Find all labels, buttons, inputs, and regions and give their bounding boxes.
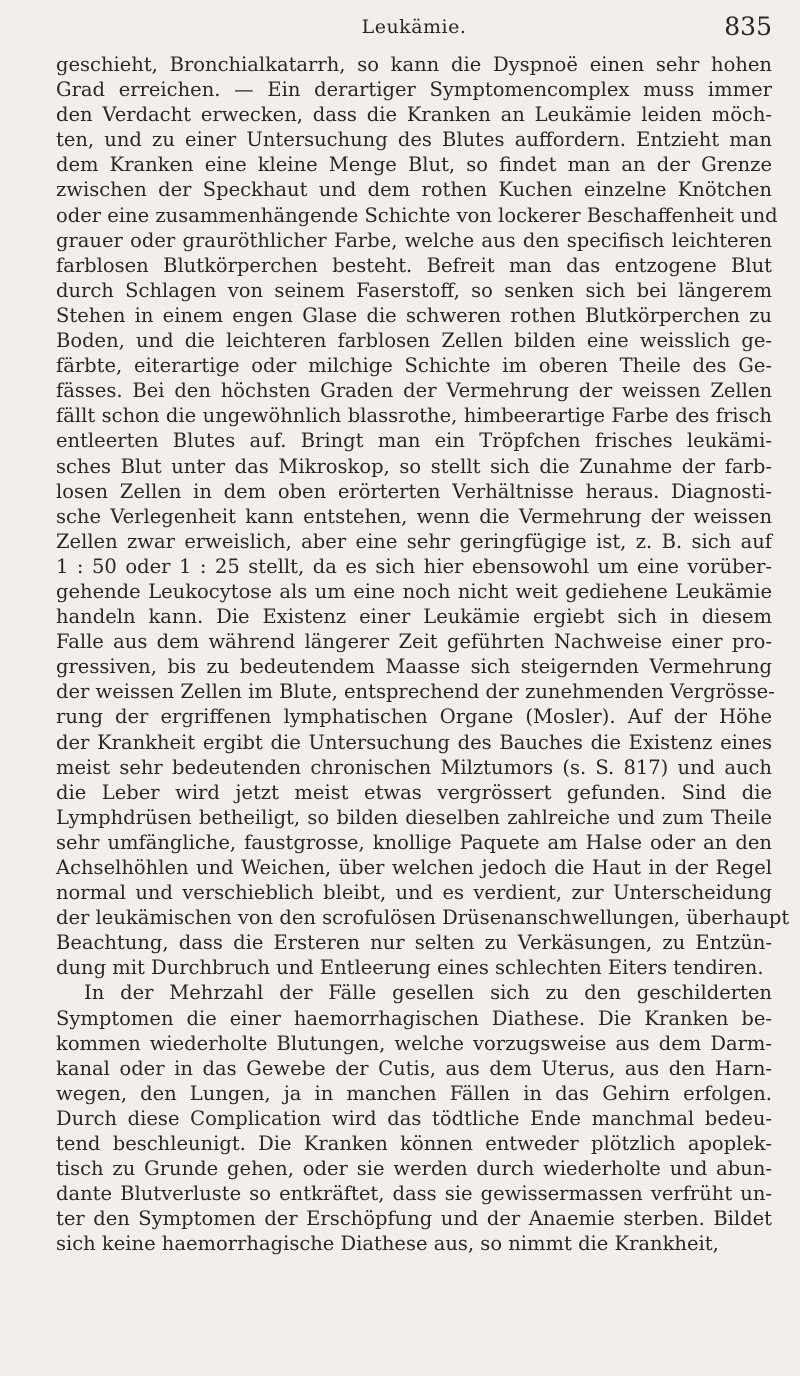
text-line: der leukämischen von den scrofulösen Drüsenanschwellungen, überhaupt — [56, 906, 790, 930]
text-line: sches Blut unter das Mikroskop, so stellt sich die Zunahme der farb- — [56, 454, 772, 478]
text-line: fällt schon die ungewöhnlich blassrothe, himbeerartige Farbe des frisch — [56, 404, 772, 428]
text-line: den Verdacht erwecken, dass die Kranken an Leukämie leiden möch- — [56, 103, 772, 127]
text-line: farblosen Blutkörperchen besteht. Befreit man das entzogene Blut — [56, 253, 772, 277]
text-line: durch Schlagen von seinem Faserstoff, so senken sich bei längerem — [56, 278, 772, 302]
text-line: In der Mehrzahl der Fälle gesellen sich zu den geschilderten — [84, 981, 772, 1005]
text-line: Symptomen die einer haemorrhagischen Diathese. Die Kranken be- — [56, 1006, 772, 1030]
text-line: oder eine zusammenhängende Schichte von lockerer Beschaffenheit und — [56, 203, 778, 227]
text-line: fässes. Bei den höchsten Graden der Vermehrung der weissen Zellen — [56, 379, 772, 403]
text-line: dem Kranken eine kleine Menge Blut, so findet man an der Grenze — [56, 153, 772, 177]
text-line: Boden, und die leichteren farblosen Zellen bilden eine weisslich ge- — [56, 329, 772, 353]
text-line: Beachtung, dass die Ersteren nur selten zu Verkäsungen, zu Entzün- — [56, 931, 772, 955]
text-line: sche Verlegenheit kann entstehen, wenn die Vermehrung der weissen — [56, 504, 772, 528]
text-line: losen Zellen in dem oben erörterten Verhältnisse heraus. Diagnosti- — [56, 479, 772, 503]
text-line: wegen, den Lungen, ja in manchen Fällen in das Gehirn erfolgen. — [56, 1081, 772, 1105]
page-header — [56, 12, 772, 42]
text-line: dung mit Durchbruch und Entleerung eines schlechten Eiters tendiren. — [56, 956, 764, 980]
text-line: der weissen Zellen im Blute, entsprechend der zunehmenden Vergrösse- — [56, 680, 775, 704]
text-line: Grad erreichen. — Ein derartiger Symptomencomplex muss immer — [56, 78, 772, 102]
text-line: Achselhöhlen und Weichen, über welchen jedoch die Haut in der Regel — [56, 856, 772, 879]
text-line: Durch diese Complication wird das tödtliche Ende manchmal bedeu- — [56, 1106, 772, 1130]
text-line: der Krankheit ergibt die Untersuchung des Bauches die Existenz eines — [56, 730, 772, 754]
text-line: Falle aus dem während längerer Zeit geführten Nachweise einer pro- — [56, 630, 772, 654]
text-line: sich keine haemorrhagische Diathese aus, so nimmt die Krankheit, — [56, 1232, 719, 1256]
text-line: gehende Leukocytose als um eine noch nicht weit gediehene Leukämie — [56, 579, 772, 603]
text-line: kanal oder in das Gewebe der Cutis, aus dem Uterus, aus den Harn- — [56, 1056, 772, 1080]
text-line: dante Blutverluste so entkräftet, dass sie gewissermassen verfrüht un- — [56, 1182, 772, 1206]
text-line: tend beschleunigt. Die Kranken können entweder plötzlich apoplek- — [56, 1132, 772, 1156]
text-line: gressiven, bis zu bedeutendem Maasse sich steigernden Vermehrung — [56, 655, 772, 679]
text-line: 1 : 50 oder 1 : 25 stellt, da es sich hier ebensowohl um eine vorüber- — [56, 554, 772, 578]
text-line: zwischen der Speckhaut und dem rothen Kuchen einzelne Knötchen — [56, 178, 772, 202]
text-line: färbte, eiterartige oder milchige Schichte im oberen Theile des Ge- — [56, 354, 772, 378]
text-line: normal und verschieblich bleibt, und es verdient, zur Unterscheidung — [56, 881, 772, 905]
text-line: Zellen zwar erweislich, aber eine sehr geringfügige ist, z. B. sich auf — [56, 529, 772, 553]
text-line: ten, und zu einer Untersuchung des Blutes auffordern. Entzieht man — [56, 128, 772, 152]
text-line: rung der ergriffenen lymphatischen Organe (Mosler). Auf der Höhe — [56, 705, 772, 729]
text-line: Lymphdrüsen betheiligt, so bilden dieselben zahlreiche und zum Theile — [56, 805, 772, 829]
text-line: die Leber wird jetzt meist etwas vergrössert gefunden. Sind die — [56, 780, 772, 804]
text-line: ter den Symptomen der Erschöpfung und der Anaemie sterben. Bildet — [56, 1207, 772, 1231]
text-line: kommen wiederholte Blutungen, welche vorzugsweise aus dem Darm- — [56, 1031, 772, 1055]
text-line: meist sehr bedeutenden chronischen Milztumors (s. S. 817) und auch — [56, 755, 772, 779]
text-line: tisch zu Grunde gehen, oder sie werden durch wiederholte und abun- — [56, 1157, 772, 1181]
text-line: sehr umfängliche, faustgrosse, knollige Paquete am Halse oder an den — [56, 830, 772, 854]
body-text — [56, 52, 790, 1257]
text-line: entleerten Blutes auf. Bringt man ein Tröpfchen frisches leukämi- — [56, 429, 772, 453]
text-line: handeln kann. Die Existenz einer Leukämie ergiebt sich in diesem — [56, 605, 772, 629]
page-number: 835 — [724, 12, 772, 41]
text-line: Stehen in einem engen Glase die schweren rothen Blutkörperchen zu — [56, 303, 772, 327]
text-line: geschieht, Bronchialkatarrh, so kann die Dyspnoë einen sehr hohen — [56, 53, 772, 76]
running-title: Leukämie. — [361, 16, 467, 38]
text-line: grauer oder grauröthlicher Farbe, welche aus den specifisch leichteren — [56, 228, 772, 252]
